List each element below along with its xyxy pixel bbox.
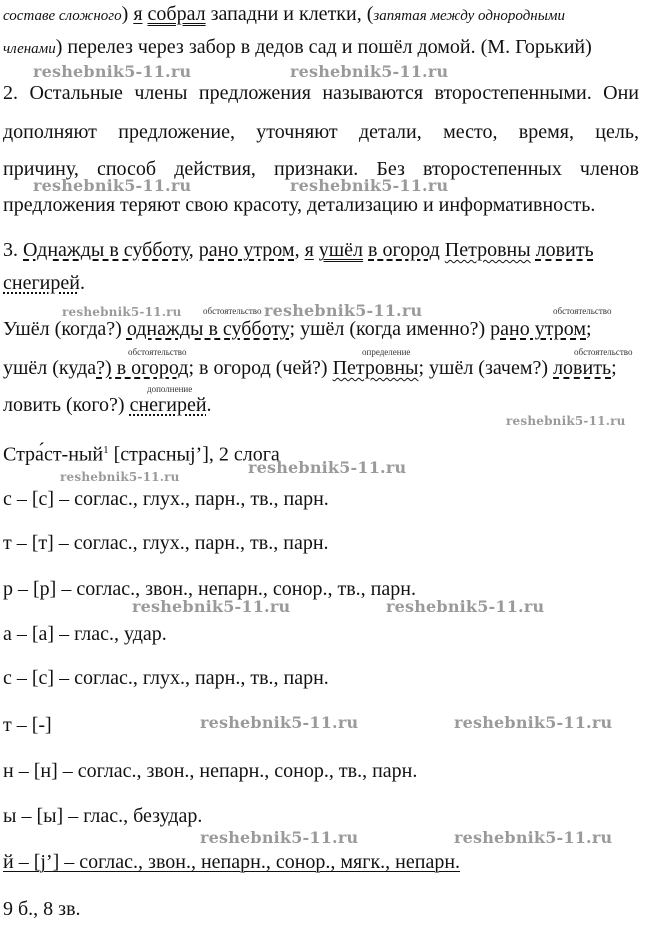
text-line-2 (3, 35, 592, 61)
attribute-word: Петровны (332, 357, 419, 379)
adverbial-phrase: рано утром (490, 318, 587, 340)
analysis-line-1 (3, 317, 592, 341)
paragraph-2-line-3: причину, способ действия, признаки. Без второстепенных членов (3, 158, 639, 180)
text-fragment: западни и клетки, ( (205, 3, 374, 25)
italic-note: составе сложного (3, 8, 122, 24)
phonetic-row: с – [с] – соглас., глух., парн., тв., парн. (3, 667, 329, 689)
label-obstoyatelstvo: обстоятельство (574, 347, 633, 357)
text-fragment: . (206, 394, 212, 416)
adverbial-word: ловить (553, 357, 612, 379)
phonetic-row: с – [с] – соглас., глух., парн., тв., парн. (3, 488, 329, 510)
adverbial-phrase: ?) в огород (96, 357, 189, 379)
adverbial-phrase: в огород (368, 239, 440, 261)
watermark: reshebnik5-11.ru (200, 828, 359, 847)
word-text: Стра́ст-ный (3, 443, 104, 466)
text-fragment: ловить (кого?) (3, 394, 130, 416)
text-fragment: ; ушёл (зачем?) (418, 357, 554, 379)
watermark: reshebnik5-11.ru (62, 305, 182, 319)
adverbial-phrase: Однажды в субботу (23, 239, 189, 261)
adverbial-phrase: рано утром (198, 239, 295, 261)
phonetic-row-last (3, 850, 460, 874)
phonetic-row: ы – [ы] – глас., безудар. (3, 805, 203, 827)
adverbial-phrase: однажды в субботу (126, 318, 290, 340)
text-fragment: ; в огород (чей?) (188, 357, 333, 379)
text-fragment: ; ушёл (когда именно?) (289, 318, 491, 340)
footnote-mark: 1 (103, 444, 109, 456)
item-number: 3. (3, 239, 23, 261)
italic-note: членами (3, 41, 56, 57)
watermark: reshebnik5-11.ru (454, 828, 613, 847)
text-fragment: Ушёл (когда?) (3, 318, 127, 340)
phonetic-summary: 9 б., 8 зв. (3, 898, 81, 920)
word-heading (3, 438, 280, 467)
object-word: снегирей (129, 394, 207, 416)
watermark: reshebnik5-11.ru (290, 176, 449, 195)
text-fragment: ушёл (куда (3, 357, 97, 379)
label-obstoyatelstvo: обстоятельство (203, 306, 262, 316)
phonetic-row: й – [j’] – соглас., звон., непарн., сонор., мягк., непарн. (3, 851, 461, 873)
text-fragment: , (294, 239, 305, 261)
watermark: reshebnik5-11.ru (33, 176, 192, 195)
predicate-word: собрал (147, 3, 206, 25)
sentence-line-1 (3, 238, 594, 262)
text-fragment: ) перелез через забор в дедов сад и пошёл домой. (М. Горький) (55, 36, 592, 58)
watermark: reshebnik5-11.ru (386, 597, 545, 616)
watermark: reshebnik5-11.ru (454, 713, 613, 732)
phonetic-row: т – [-] (3, 714, 52, 736)
predicate-word: ушёл (318, 239, 364, 261)
paragraph-2-line-4: предложения теряют свою красоту, детализацию и информативность. (3, 194, 596, 216)
sentence-line-2 (3, 271, 85, 295)
watermark: reshebnik5-11.ru (33, 62, 192, 81)
attribute-word: Петровны (444, 239, 531, 261)
analysis-line-2 (3, 356, 617, 380)
phonetic-row: а – [а] – глас., удар. (3, 623, 167, 645)
paragraph-2-line-1: 2. Остальные члены предложения называются второстепенными. Они (3, 82, 639, 104)
label-dopolnenie: дополнение (147, 384, 193, 394)
subject-word: я (304, 239, 314, 261)
subject-word: я (133, 3, 143, 25)
phonetic-row: р – [р] – соглас., звон., непарн., сонор., тв., парн. (3, 578, 416, 600)
watermark: reshebnik5-11.ru (290, 62, 449, 81)
transcription: [страсныj’], 2 слога (108, 443, 280, 466)
text-line-1 (3, 2, 565, 28)
watermark: reshebnik5-11.ru (264, 301, 423, 320)
watermark: reshebnik5-11.ru (132, 597, 291, 616)
text-fragment: ; (586, 318, 592, 340)
analysis-line-3 (3, 393, 212, 417)
watermark: reshebnik5-11.ru (248, 458, 407, 477)
watermark: reshebnik5-11.ru (506, 414, 626, 428)
watermark: reshebnik5-11.ru (200, 713, 359, 732)
adverbial-word: ловить (535, 239, 594, 261)
text-fragment: ) (121, 3, 134, 25)
label-obstoyatelstvo: обстоятельство (553, 306, 612, 316)
italic-note: запятая между однородными (373, 8, 565, 24)
text-fragment: ; (611, 357, 617, 379)
watermark: reshebnik5-11.ru (60, 470, 180, 484)
phonetic-row: н – [н] – соглас., звон., непарн., сонор., тв., парн. (3, 760, 418, 782)
phonetic-row: т – [т] – соглас., глух., парн., тв., парн. (3, 532, 329, 554)
paragraph-2-line-2: дополняют предложение, уточняют детали, место, время, цель, (3, 121, 639, 143)
text-fragment: , (188, 239, 199, 261)
text-fragment: . (79, 272, 85, 294)
label-obstoyatelstvo: обстоятельство (128, 347, 187, 357)
label-opredelenie: определение (362, 347, 411, 357)
object-word: снегирей (3, 272, 80, 294)
